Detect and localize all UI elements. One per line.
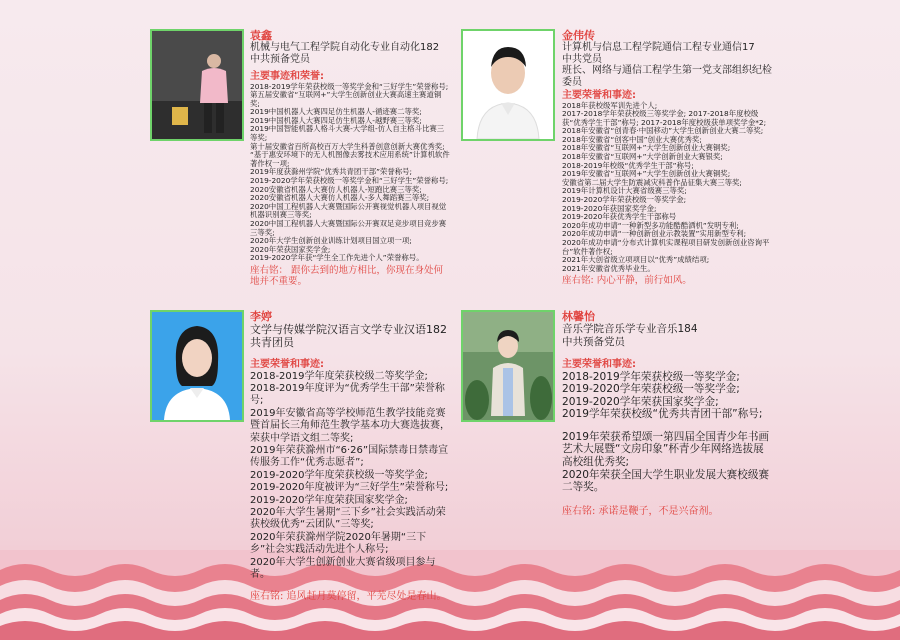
section-title: 主要荣誉和事迹: [562,90,636,101]
list-item: 2018-2019学年度荣获校级二等奖学金; [250,370,428,382]
list-item: 2020中国工程机器人大赛暨国际公开赛视觉机器人项目视觉机器识别赛三等奖; [250,201,447,220]
list-item: 2019年荣获希望颂一第四届全国青少年书画艺术大展暨“文房印象”杯青少年网络选拔展高校组优秀奖; [562,430,770,469]
profile-major: 文学与传媒学院汉语言文学专业汉语182 [250,323,447,336]
profile-major: 音乐学院音乐学专业音乐184 [562,323,698,335]
list-item: 2017-2018学年荣获校级三等奖学金; 2017-2018年度校级获“优秀学生干部”称号; 2017-2018年度校级获单项奖学金*2; [562,109,767,127]
list-item: 2020年成功申请“一种创新创业示教装置”实用新型专利; [562,229,747,239]
list-item: 2018-2019年度评为“优秀学生干部”荣誉称号; [250,382,445,407]
profile-name: 袁鑫 [250,29,272,42]
list-item: 2019年计算机设计大赛省级赛三等奖; [562,186,687,196]
list-item: 2019-2020学年度荣获校级一等奖学金; [250,469,428,481]
photo-illustration-icon [463,312,553,420]
profile-name: 李婷 [250,310,272,323]
profile-major: 计算机与信息工程学院通信工程专业通信17 [562,42,755,53]
list-item: “基于惠安环境下的无人机图像去雾技术应用系统”计算机软件著作权一项; [250,150,450,168]
profile-political-status: 中共预备党员 [562,336,625,348]
section-title: 主要荣誉和事迹: [562,359,636,370]
photo-illustration-icon [152,31,242,139]
honor-list [562,102,774,274]
photo-illustration-icon [152,312,242,420]
list-item: 2021年安徽省优秀毕业生。 [562,263,655,273]
list-item: 2019中国智能机器人格斗大赛-大学组-仿人自主格斗比赛三等奖; [250,124,445,143]
list-item: 2019-2020学年荣获校级一等奖学金; [562,383,740,396]
wave-decoration [0,550,900,640]
list-item: 2019-2020年获国家奖学金; [562,203,657,213]
honor-list [562,371,774,494]
profile-political-status: 中共预备党员 [250,53,310,65]
honor-list [250,371,450,582]
list-item: 2020年成功申请“分布式计算机实课程项目研发创新创业咨询平台”软件著作权; [562,238,770,256]
list-item: 2018年安徽省“创青春·中国移动”大学生创新创业大赛二等奖; [562,126,764,136]
list-item: 2019年安徽省“互联网+”大学生创新创业大赛铜奖; [562,169,731,179]
list-item: 2019年安徽省高等学校师范生教学技能竞赛暨首届长三角师范生教学基本功大赛选拔赛，荣获中学语文组二等奖; [250,407,450,444]
list-item: 2019-2020年获优秀学生干部称号 [562,212,677,222]
profile-political-status: 共青团员 [250,336,294,349]
list-item: 2020年成功申请“一种新型多功能酷酷洒机”发明专利; [562,220,739,230]
list-item: 2019-2020年度被评为“三好学生”荣誉称号; [250,482,449,494]
list-item: 2019-2020学年度荣获国家奖学金; [250,494,408,506]
list-item: 2019-2020学年获“学生全工作先进个人”荣誉称号。 [250,253,424,263]
list-item: 2020安徽省机器人大赛仿人机器人-短跑比赛三等奖; [250,184,422,194]
profile-name: 林馨怡 [562,310,595,323]
photo-illustration-icon [463,31,553,139]
list-item: 2020年荣获国家奖学金; [250,244,331,254]
list-item: 2020年大学生暑期“三下乡”社会实践活动荣获校级优秀“云团队”三等奖; [250,506,446,531]
profile-photo [150,310,244,422]
list-item: 2019学年荣获校级“优秀共青团干部”称号; [562,408,763,421]
list-item: 2018年获校级军训先进个人; [562,100,658,110]
list-item: 2018-2019学年荣获校级一等奖学金和“三好学生”荣誉称号; [250,81,449,91]
list-item: 2018-2019年校级“优秀学生干部”称号; [562,160,694,170]
list-item: 第五届安徽省“互联网+”大学生创新创业大赛高速主赛道铜奖; [250,90,442,108]
profile-motto: 座右铭: 追风赶月莫停留，平芜尽处是春山。 [250,591,447,603]
list-item: 2020年大学生创新创业训练计划项目国立项一项; [250,236,412,246]
list-item: 2018年安徽省“创客中国”创业大赛优秀奖; [562,134,702,144]
list-item: 2019年度获滁州学院“优秀共青团干部”荣誉称号; [250,167,412,177]
profile-motto: 座右铭: 内心平静，前行如风。 [562,275,692,287]
list-item: 2018-2019学年荣获校级一等奖学金; [562,370,740,383]
list-item: 2019-2020学年荣获校级一等奖学金; [562,195,687,205]
list-item: 2018年安徽省“互联网+”大学生创新创业大赛铜奖; [562,143,731,153]
list-item [562,421,774,431]
section-title: 主要事迹和荣誉: [250,71,324,82]
profile-photo [461,29,555,141]
list-item: 2018年安徽省“互联网+”大学创新创业大赛银奖; [562,152,723,162]
list-item: 2020安徽省机器人大赛仿人机器人-多人舞蹈赛三等奖; [250,193,430,203]
profile-major: 机械与电气工程学院自动化专业自动化182 [250,42,440,53]
list-item: 2019中国机器人大赛四足仿生机器人-越野赛三等奖; [250,115,422,125]
list-item: 2020年荣获全国大学生职业发展大赛校级赛二等奖。 [562,468,770,494]
profile-political-status: 中共党员 [562,53,602,65]
profile-photo [150,29,244,141]
list-item: 2020中国工程机器人大赛暨国际公开赛双足竞步项目竞步赛三等奖; [250,219,447,237]
profile-photo [461,310,555,422]
list-item: 安徽省第二届大学生防震减灾科普作品征集大赛三等奖; [562,177,742,187]
list-item: 2021年大创省级立项项目以“优秀”成绩结项; [562,255,710,265]
profile-position: 班长、网络与通信工程学生第一党支部组织纪检委员 [562,65,772,88]
list-item: 2020年大学生创新创业大赛省级项目参与者。 [250,556,436,580]
honor-list [250,83,450,263]
list-item: 2019年荣获滁州市“6·26”国际禁毒日禁毒宣传服务工作“优秀志愿者”; [250,444,449,469]
list-item: 第十届安徽省百所高校百万大学生科普创意创新大赛优秀奖; [250,141,445,151]
profile-name: 金伟传 [562,29,595,42]
list-item: 2019-2020学年荣获校级一等奖学金和“三好学生”荣誉称号; [250,176,449,186]
list-item: 2020年荣获滁州学院2020年暑期“三下乡”社会实践活动先进个人称号; [250,531,427,556]
list-item: 2019-2020学年荣获国家奖学金; [562,395,719,408]
profile-motto: 座右铭: 承诺是鞭子，不是兴奋剂。 [562,505,719,517]
list-item: 2019中国机器人大赛四足仿生机器人-循迹赛二等奖; [250,107,422,117]
profile-motto: 座右铭： 跟你去到的地方相比，你现在身处何地并不重要。 [250,264,444,288]
section-title: 主要荣誉和事迹: [250,359,324,370]
